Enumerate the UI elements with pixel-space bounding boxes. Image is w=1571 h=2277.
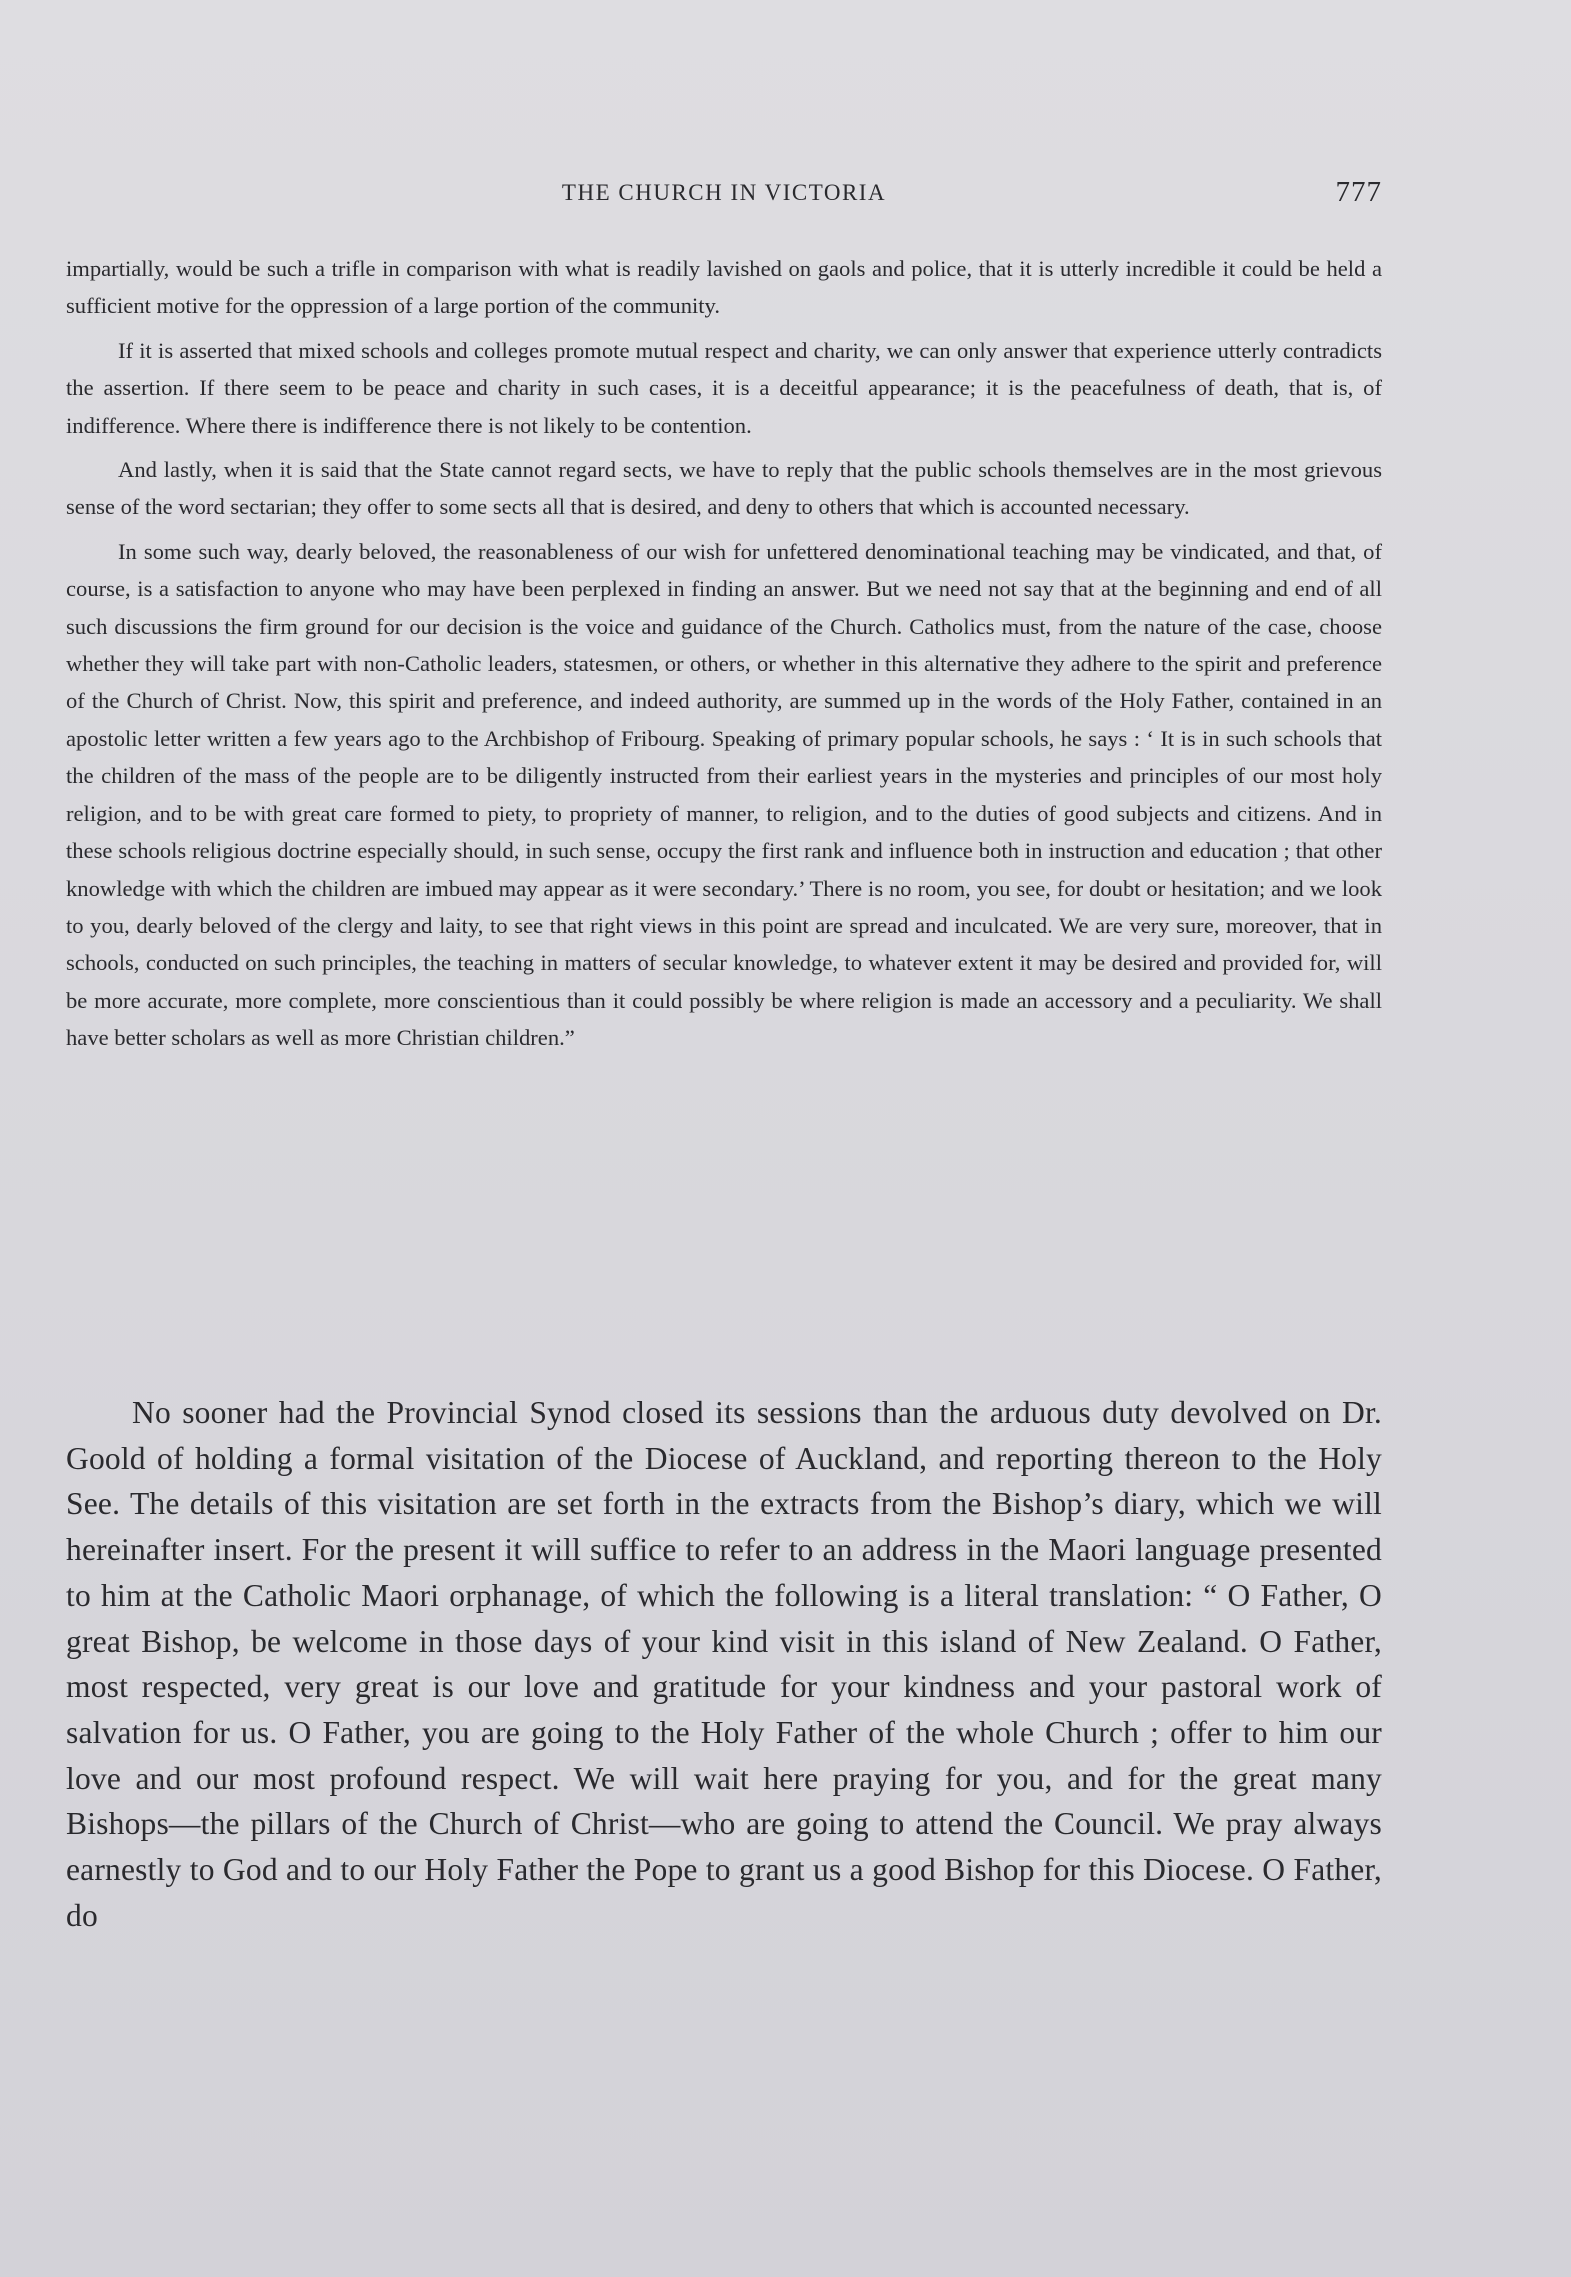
body-paragraph: And lastly, when it is said that the State cannot regard sects, we have to reply that the public schools themselves are in the most grievous sense of the word sectarian; they offer to some sects all that is desired, and deny to others that which is accounted necessary. [66,457,1382,520]
body-paragraph: impartially, would be such a trifle in comparison with what is readily lavished on gaols and police, that it is utterly incredible it could be held a sufficient motive for the oppression of a large portion of the community. [66,256,1382,319]
body-paragraph: In some such way, dearly beloved, the reasonableness of our wish for unfettered denominational teaching may be vindicated, and that, of course, is a satisfaction to anyone who may have been perplexed in finding an answer. But we need not say that at the beginning and end of all such discussions the firm ground for our decision is the voice and guidance of the Church. Catholics must, from the nature of the case, choose whether they will take part with non-Catholic leaders, statesmen, or others, or whether in this alternative they adhere to the spirit and preference of the Church of Christ. Now, this spirit and preference, and indeed authority, are summed up in the words of the Holy Father, contained in an apostolic letter written a few years ago to the Archbishop of Fribourg. Speaking of primary popular schools, he says : ‘ It is in such schools that the children of the mass of the people are to be diligently instructed from their earliest years in the mysteries and principles of our most holy religion, and to be with great care formed to piety, to propriety of manner, to religion, and to the duties of good subjects and citizens. And in these schools religious doctrine especially should, in such sense, occupy the first rank and influence both in instruction and education ; that other knowledge with which the children are imbued may appear as it were secondary.’ There is no room, you see, for doubt or hesitation; and we look to you, dearly beloved of the clergy and laity, to see that right views in this point are spread and inculcated. We are very sure, moreover, that in schools, conducted on such principles, the teaching in matters of secular knowledge, to whatever extent it may be desired and provided for, will be more accurate, more complete, more conscientious than it could possibly be where religion is made an accessory and a peculiarity. We shall have better scholars as well as more Christian children.” [66,538,1382,1051]
quoted-pastoral-letter [66,250,1382,1064]
body-paragraph: If it is asserted that mixed schools and colleges promote mutual respect and charity, we can only answer that experience utterly contradicts the assertion. If there seem to be peace and charity in such cases, it is a deceitful appearance; it is the peacefulness of death, that is, of indifference. Where there is indifference there is not likely to be contention. [66,337,1382,438]
running-title: THE CHURCH IN VICTORIA [561,180,887,205]
body-paragraph: No sooner had the Provincial Synod closed its sessions than the arduous duty devolved on Dr. Goold of holding a formal visitation of the Diocese of Auckland, and reporting thereon to the Holy See. The details of this visitation are set forth in the extracts from the Bishop’s diary, which we will hereinafter insert. For the present it will suffice to refer to an address in the Maori language presented to him at the Catholic Maori orphanage, of which the following is a literal translation: “ O Father, O great Bishop, be welcome in those days of your kind visit in this island of New Zealand. O Father, most respected, very great is our love and gratitude for your kindness and your pastoral work of salvation for us. O Father, you are going to the Holy Father of the whole Church ; offer to him our love and our most profound respect. We will wait here praying for you, and for the great many Bishops—the pillars of the Church of Christ—who are going to attend the Council. We pray always earnestly to God and to our Holy Father the Pope to grant us a good Bishop for this Diocese. O Father, do [66,1395,1382,1933]
main-text [66,1390,1382,1938]
page-number: 777 [1335,176,1382,208]
running-head [66,176,1382,216]
